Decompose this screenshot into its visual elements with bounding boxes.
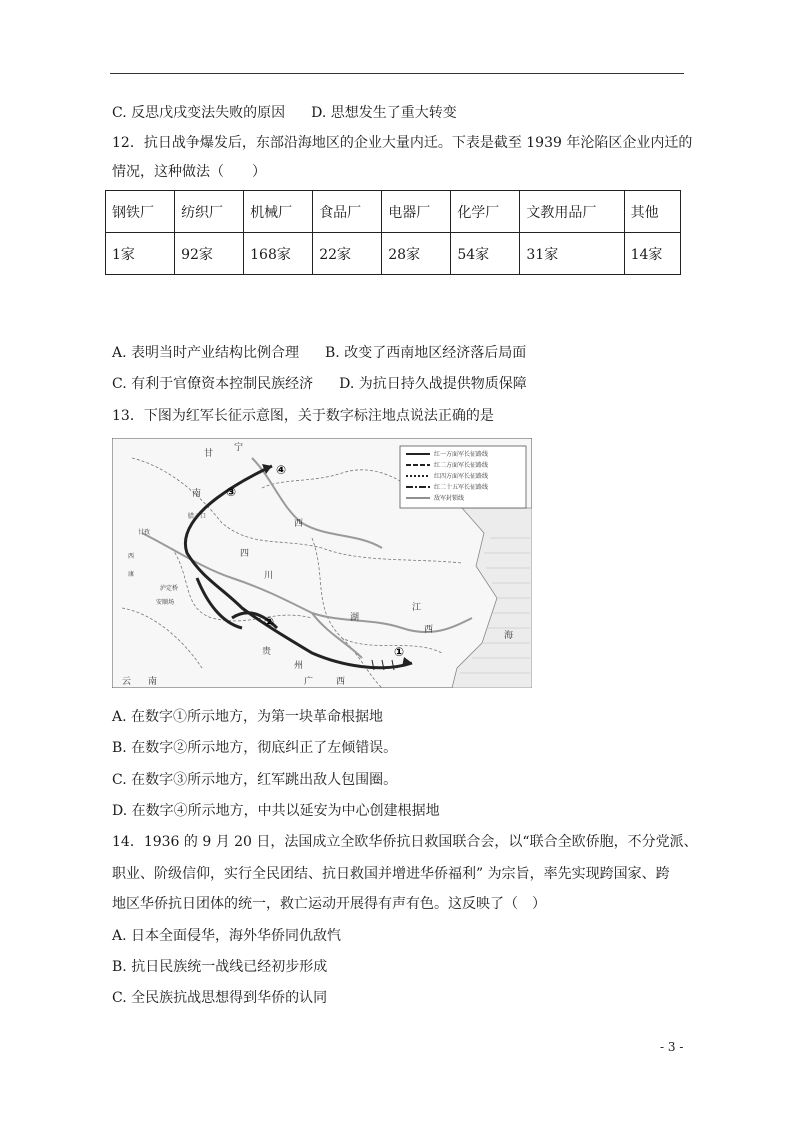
q14-stem-line2: 职业、阶级信仰，实行全民团结、抗日救国并增进华侨福利” 为宗旨，率先实现跨国家、跨 <box>112 866 670 882</box>
map-label: 西 <box>336 677 346 687</box>
map-label: 宁 <box>234 443 244 453</box>
table-header-cell: 食品厂 <box>313 191 382 233</box>
q13-stem: 13．下图为红军长征示意图，关于数字标注地点说法正确的是 <box>112 408 494 424</box>
map-label: 康 <box>128 571 135 578</box>
map-marker: ① <box>394 645 405 659</box>
q12-stem-line1: 12．抗日战争爆发后，东部沿海地区的企业大量内迁。下表是截至 1939 年沦陷区企业内迁的 <box>112 135 693 151</box>
q11-options-row <box>112 103 457 123</box>
table-cell: 31家 <box>520 233 624 275</box>
map-label: 贵 <box>262 647 272 657</box>
table-cell: 1家 <box>106 233 175 275</box>
table-header-cell: 纺织厂 <box>175 191 244 233</box>
q13-option-b[interactable]: B. 在数字②所示地方，彻底纠正了左倾错误。 <box>112 740 398 756</box>
legend-entry: 敌军封锁线 <box>434 495 465 502</box>
table-cell: 22家 <box>313 233 382 275</box>
map-marker: ③ <box>226 485 237 499</box>
map-label: 甘孜 <box>138 529 151 536</box>
map-label: 腊子口 <box>188 513 207 520</box>
map-label: 南 <box>192 489 202 499</box>
q11-option-c[interactable]: C. 反思戊戌变法失败的原因 <box>112 105 286 121</box>
header-rule <box>110 73 684 74</box>
q12-stem-line2: 情况，这种做法（ ） <box>112 164 266 180</box>
q13-option-d[interactable]: D. 在数字④所示地方，中共以延安为中心创建根据地 <box>112 803 440 819</box>
q12-options-row2 <box>112 374 527 394</box>
map-label: 西 <box>424 625 434 635</box>
long-march-map <box>112 438 532 688</box>
table-cell: 14家 <box>624 233 680 275</box>
map-label: 广 <box>304 677 314 687</box>
q12-option-c[interactable]: C. 有利于官僚资本控制民族经济 <box>112 376 314 392</box>
q12-option-b[interactable]: B. 改变了西南地区经济落后局面 <box>325 345 527 361</box>
map-label: 安顺场 <box>156 599 175 606</box>
legend-entry: 红一方面军长征路线 <box>434 451 489 458</box>
q14-option-b[interactable]: B. 抗日民族统一战线已经初步形成 <box>112 959 328 975</box>
map-label: 南 <box>148 677 158 687</box>
q14-option-c[interactable]: C. 全民族抗战思想得到华侨的认同 <box>112 990 328 1006</box>
q14-option-a[interactable]: A. 日本全面侵华，海外华侨同仇敌忾 <box>112 928 342 944</box>
table-cell: 28家 <box>382 233 451 275</box>
map-label: 云 <box>122 677 132 687</box>
legend-entry: 红二十五军长征路线 <box>434 484 489 491</box>
table-cell: 92家 <box>175 233 244 275</box>
q14-stem-line3: 地区华侨抗日团体的统一，救亡运动开展得有声有色。这反映了（ ） <box>112 896 546 912</box>
map-label: 四 <box>240 549 250 559</box>
q12-option-d[interactable]: D. 为抗日持久战提供物质保障 <box>339 376 527 392</box>
map-label: 泸定桥 <box>160 585 179 592</box>
table-header-cell: 其他 <box>624 191 680 233</box>
map-label: 湖 <box>350 613 360 623</box>
q13-option-c[interactable]: C. 在数字③所示地方，红军跳出敌人包围圈。 <box>112 772 398 788</box>
q13-option-a[interactable]: A. 在数字①所示地方，为第一块革命根据地 <box>112 709 384 725</box>
table-cell: 54家 <box>451 233 520 275</box>
table-header-cell: 化学厂 <box>451 191 520 233</box>
q12-option-a[interactable]: A. 表明当时产业结构比例合理 <box>112 345 300 361</box>
table-header-row <box>106 191 681 233</box>
map-label: 甘 <box>204 449 214 459</box>
map-label: 州 <box>294 661 304 671</box>
table-cell: 168家 <box>244 233 313 275</box>
factory-relocation-table <box>105 190 681 275</box>
legend-entry: 红四方面军长征路线 <box>434 473 489 480</box>
table-row <box>106 233 681 275</box>
map-label: 西 <box>128 553 135 560</box>
map-marker: ④ <box>276 463 287 477</box>
map-label: 川 <box>264 571 274 581</box>
map-label: 海 <box>504 631 514 641</box>
table-header-cell: 钢铁厂 <box>106 191 175 233</box>
map-label: 江 <box>412 603 422 613</box>
legend-entry: 红二方面军长征路线 <box>434 462 489 469</box>
q14-stem-line1: 14．1936 的 9 月 20 日，法国成立全欧华侨抗日救国联合会，以“联合全欧侨胞，不分党派、 <box>112 834 698 850</box>
q11-option-d[interactable]: D. 思想发生了重大转变 <box>311 105 457 121</box>
table-header-cell: 电器厂 <box>382 191 451 233</box>
table-header-cell: 文教用品厂 <box>520 191 624 233</box>
map-label: 西 <box>294 519 304 529</box>
q12-options-row1 <box>112 343 526 363</box>
table-header-cell: 机械厂 <box>244 191 313 233</box>
map-marker: ② <box>264 615 275 629</box>
page-number: - 3 - <box>660 1040 684 1054</box>
